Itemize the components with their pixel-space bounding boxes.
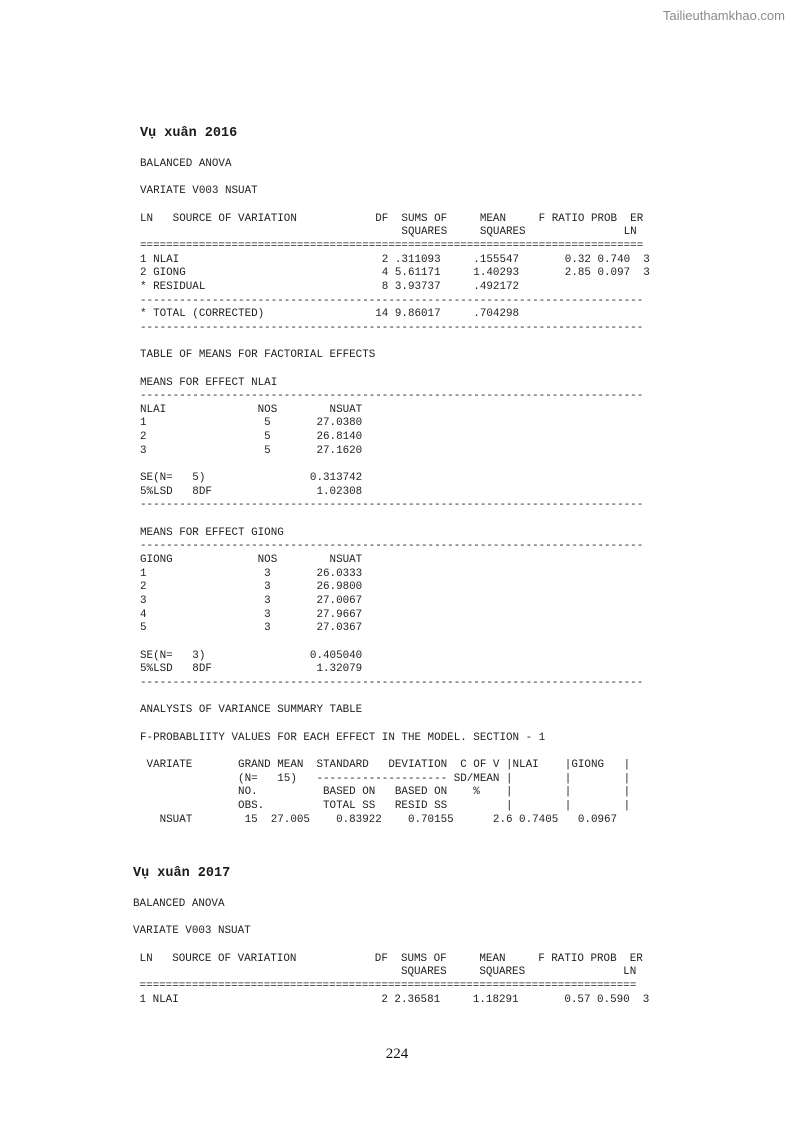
section-2016-anova-output: BALANCED ANOVA VARIATE V003 NSUAT LN SOURCE OF VARIATION DF SUMS OF MEAN F RATIO PROB ER SQUARES SQUARES LN ============================================================================= 1 NLAI 2 .311093 .155547 0.32 0.740 3 2 GIONG 4 5.61171 1.40293 2.85 0.097 3 * RESIDUAL 8 3.93737 .492172 ----------------------------------------------------------------------------- * TOTAL (CORRECTED) 14 9.86017 .704298 ----------------------------------------------------------------------------- TABLE OF MEANS FOR FACTORIAL EFFECTS MEANS FOR EFFECT NLAI ----------------------------------------------------------------------------- NLAI NOS NSUAT 1 5 27.0380 2 5 26.8140 3 5 27.1620 SE(N= 5) 0.313742 5%LSD 8DF 1.02308 ----------------------------------------------------------------------------- MEANS FOR EFFECT GIONG ----------------------------------------------------------------------------- GIONG NOS NSUAT 1 3 26.0333 2 3 26.9800 3 3 27.0067 4 3 27.9667 5 3 27.0367 SE(N= 3) 0.405040 5%LSD 8DF 1.32079 ----------------------------------------------------------------------------- ANALYSIS OF VARIANCE SUMMARY TABLE F-PROBABLIITY VALUES FOR EACH EFFECT IN THE MODEL. SECTION - 1 VARIATE GRAND MEAN STANDARD DEVIATION C OF V |NLAI |GIONG | (N= 15) -------------------- SD/MEAN | | | NO. BASED ON BASED ON % | | | OBS. TOTAL SS RESID SS | | | NSUAT 15 27.005 0.83922 0.70155 2.6 0.7405 0.0967	[140, 158, 650, 826]
section-2017-heading: Vụ xuân 2017	[133, 866, 231, 881]
watermark: Tailieuthamkhao.com	[662, 8, 785, 23]
section-2017-anova-output: BALANCED ANOVA VARIATE V003 NSUAT LN SOURCE OF VARIATION DF SUMS OF MEAN F RATIO PROB ER SQUARES SQUARES LN ============================================================================ 1 NLAI 2 2.36581 1.18291 0.57 0.590 3	[133, 898, 650, 1006]
section-2016-heading: Vụ xuân 2016	[140, 126, 238, 141]
page-number: 224	[385, 1046, 409, 1062]
